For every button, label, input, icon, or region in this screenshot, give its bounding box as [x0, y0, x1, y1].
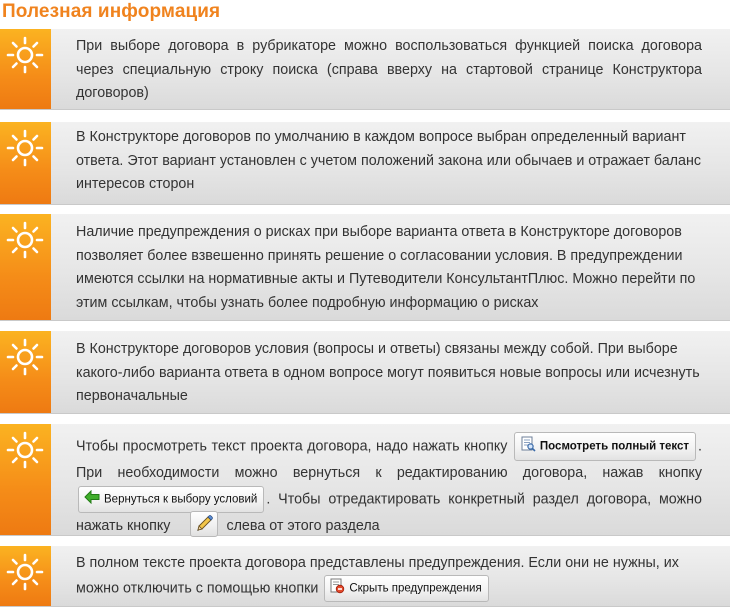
page-title: Полезная информация [2, 1, 221, 22]
view-full-text-button[interactable]: Посмотреть полный текст [514, 432, 696, 461]
info-card-text-part: . При необходимости можно вернуться к редактированию договора, нажав кнопку [76, 438, 702, 481]
info-card-risk-warnings [0, 214, 730, 321]
arrow-left-icon [84, 490, 100, 509]
info-card-hide-warnings [0, 546, 730, 607]
info-card-text [76, 432, 702, 539]
hide-warnings-button[interactable]: Скрыть предупреждения [324, 575, 488, 602]
info-card-search [0, 29, 730, 110]
info-card-text: В Конструкторе договоров условия (вопросы и ответы) связаны между собой. При выборе какого-либо варианта ответа в одном вопросе могут появиться новые вопросы или исчезнуть первоначальные [76, 341, 700, 404]
sun-tip-marker [0, 214, 51, 320]
info-card-text-part: В полном тексте проекта договора представлены предупреждения. Если они не нужны, их можно отключить с помощью кнопки [76, 555, 679, 597]
sun-icon [5, 35, 45, 75]
warning-off-icon [329, 578, 345, 599]
sun-icon [5, 128, 45, 168]
sun-tip-marker [0, 122, 51, 204]
sun-tip-marker [0, 546, 51, 606]
info-card-text-part: слева от этого раздела [226, 517, 380, 534]
info-card-view-text [0, 424, 730, 536]
pencil-icon [194, 514, 214, 534]
sun-icon [5, 220, 45, 260]
back-to-conditions-button[interactable]: Вернуться к выбору условий [78, 486, 264, 513]
info-card-text: При выборе договора в рубрикаторе можно воспользоваться функцией поиска договора через специальную строку поиска (справа вверху на стартовой странице Конструктора договоров) [76, 38, 702, 101]
info-card-default-answer [0, 122, 730, 205]
document-search-icon [520, 436, 536, 457]
sun-tip-marker [0, 331, 51, 413]
sun-icon [5, 337, 45, 377]
info-card-text-part: Чтобы просмотреть текст проекта договора, надо нажать кнопку [76, 438, 508, 455]
info-card-text: Наличие предупреждения о рисках при выборе варианта ответа в Конструкторе договоров позволяет более взвешенно принять решение о согласовании условия. В предупреждении имеются ссылки на нормативные акты и Путеводители КонсультантПлюс. Можно перейти по этим ссылкам, чтобы узнать более подробную информацию о рисках [76, 224, 696, 311]
sun-icon [5, 552, 45, 592]
info-card-linked-conditions [0, 331, 730, 414]
info-card-text [76, 551, 702, 602]
info-card-text: В Конструкторе договоров по умолчанию в каждом вопросе выбран определенный вариант ответа. Этот вариант установлен с учетом положений закона или обычаев и отражает баланс интересов сторон [76, 129, 702, 192]
edit-section-button[interactable] [190, 511, 218, 537]
sun-icon [5, 430, 45, 470]
info-card-text-part: . Чтобы отредактировать конкретный раздел договора, можно нажать кнопку [76, 490, 702, 534]
sun-tip-marker [0, 424, 51, 535]
sun-tip-marker [0, 29, 51, 109]
